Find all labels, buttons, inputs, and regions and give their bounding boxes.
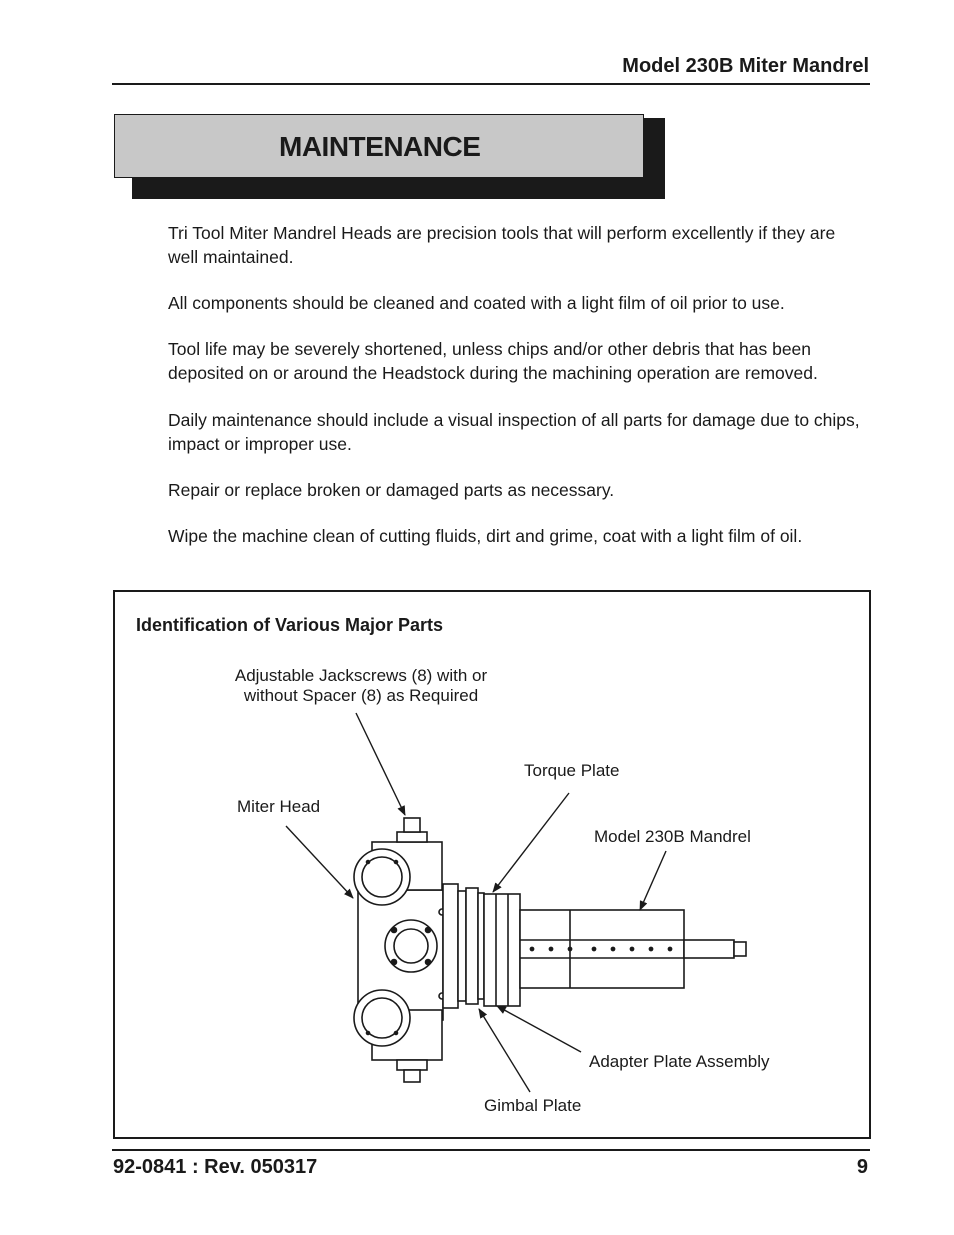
- document-number: 92-0841 : Rev. 050317: [113, 1156, 318, 1178]
- leader-mandrel: [640, 851, 666, 910]
- callout-adapter-plate: Adapter Plate Assembly: [589, 1052, 770, 1071]
- leader-miter-head: [286, 826, 353, 898]
- figure-title: Identification of Various Major Parts: [136, 615, 444, 635]
- mandrel-body-drawing: [520, 910, 746, 988]
- leader-torque-plate: [493, 793, 569, 892]
- leader-jackscrews: [356, 713, 405, 815]
- paragraph-repair: Repair or replace broken or damaged parts as necessary.: [168, 480, 615, 500]
- callout-mandrel: Model 230B Mandrel: [594, 827, 751, 846]
- section-title: MAINTENANCE: [279, 131, 481, 162]
- callout-miter-head: Miter Head: [237, 797, 321, 816]
- callout-gimbal-plate: Gimbal Plate: [484, 1096, 582, 1115]
- adapter-plate-drawing: [466, 888, 484, 1004]
- leader-adapter-plate: [497, 1006, 581, 1052]
- callout-torque-plate: Torque Plate: [524, 761, 620, 780]
- gimbal-plate-drawing: [443, 884, 466, 1008]
- leader-gimbal-plate: [479, 1009, 530, 1092]
- paragraph-intro: Tri Tool Miter Mandrel Heads are precision tools that will perform excellently if they are well maintained.: [168, 223, 836, 267]
- paragraph-tool-life: Tool life may be severely shortened, unless chips and/or other debris that has been deposited on or around the Headstock during the machining operation are removed.: [168, 339, 818, 383]
- paragraph-daily-maintenance: Daily maintenance should include a visual inspection of all parts for damage due to chips, impact or improper use.: [168, 410, 860, 454]
- miter-head-drawing: [354, 818, 445, 1082]
- paragraph-cleaning: All components should be cleaned and coated with a light film of oil prior to use.: [168, 293, 785, 313]
- torque-plate-drawing: [484, 894, 520, 1006]
- footer-rule: [112, 1149, 870, 1151]
- document-header-title: Model 230B Miter Mandrel: [622, 55, 869, 77]
- page-number: 9: [856, 1156, 868, 1178]
- callout-jackscrews: Adjustable Jackscrews (8) with or without Spacer (8) as Required: [234, 666, 488, 705]
- paragraph-wipe: Wipe the machine clean of cutting fluids, dirt and grime, coat with a light film of oil.: [168, 526, 803, 546]
